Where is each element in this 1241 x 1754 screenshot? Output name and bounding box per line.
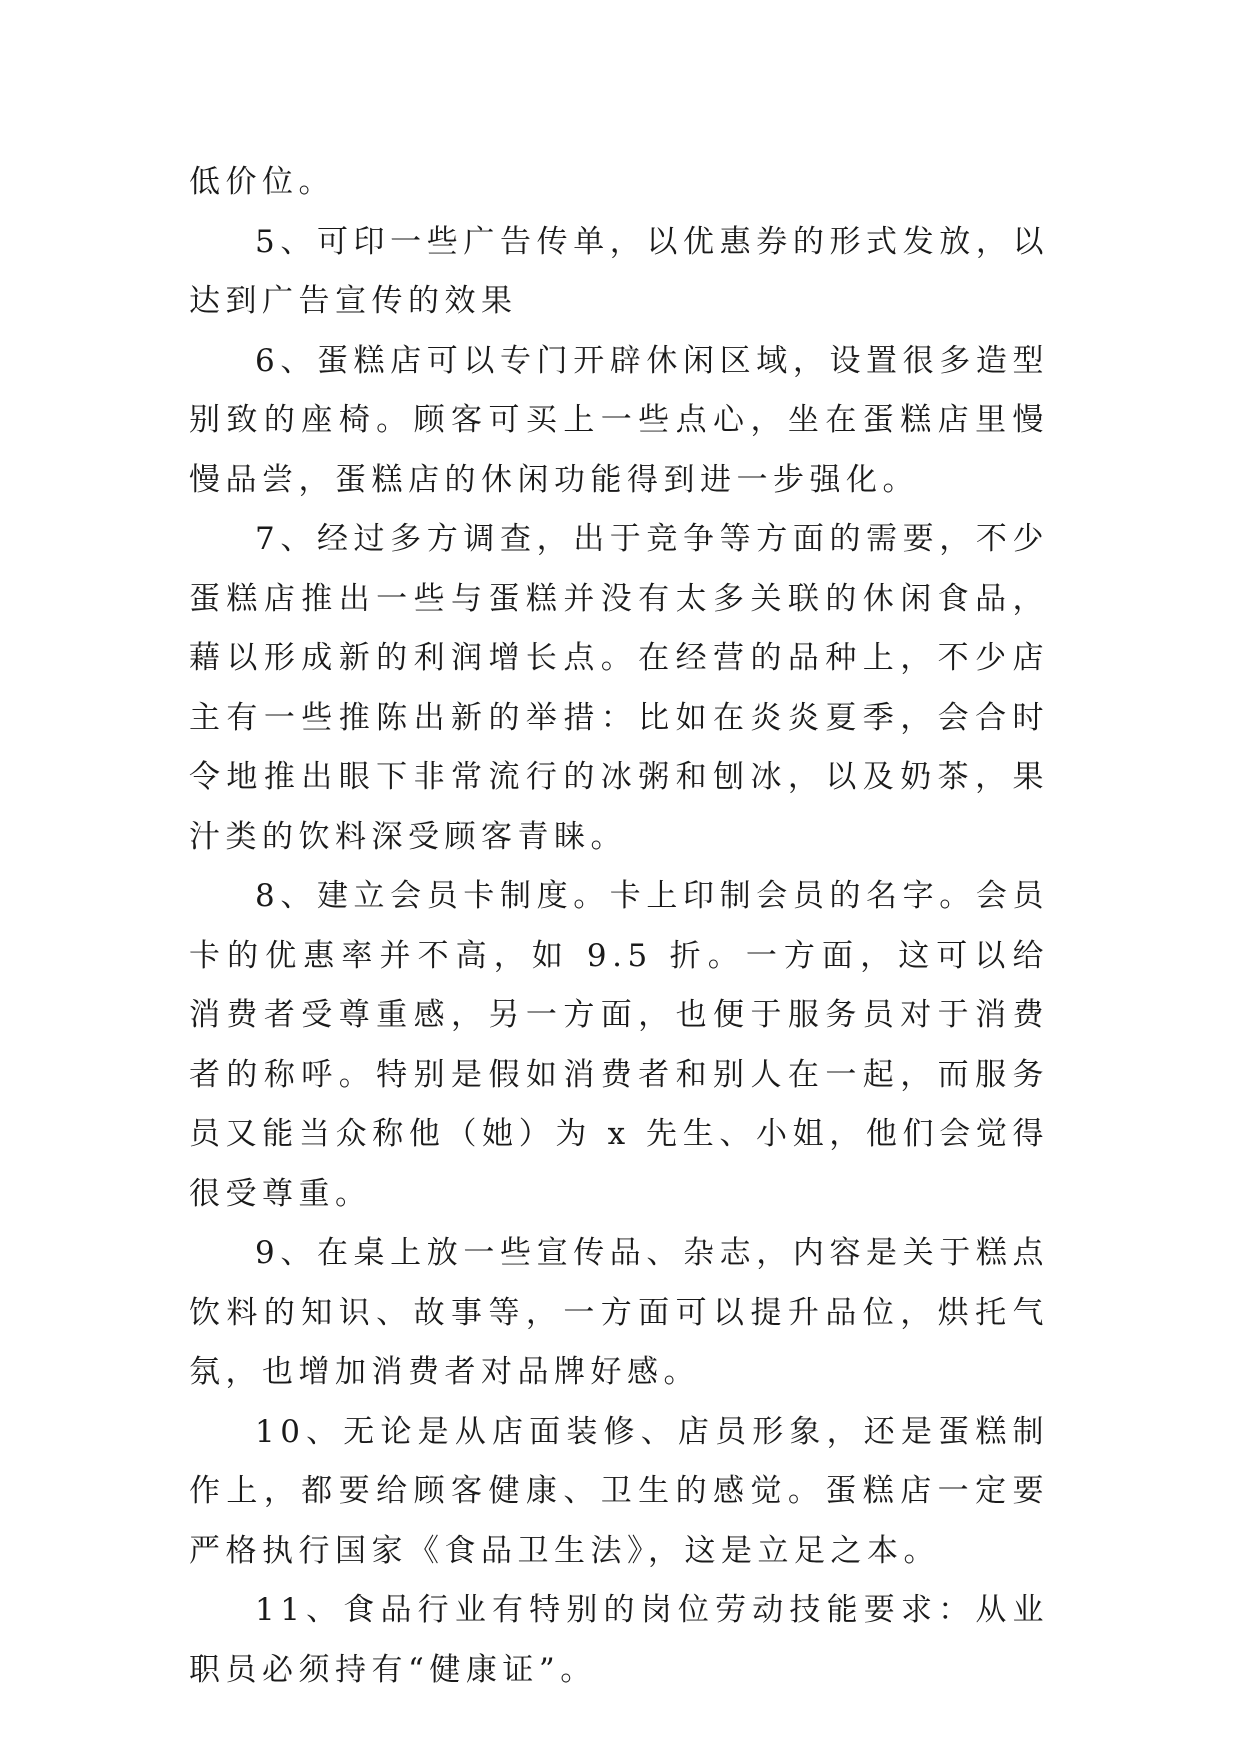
paragraph-item-5: 5、可印一些广告传单，以优惠券的形式发放，以达到广告宣传的效果	[189, 223, 1049, 319]
paragraph-item-6: 6、蛋糕店可以专门开辟休闲区域，设置很多造型别致的座椅。顾客可买上一些点心，坐在蛋糕店里慢慢品尝，蛋糕店的休闲功能得到进一步强化。	[189, 342, 1049, 498]
paragraph-item-8: 8、建立会员卡制度。卡上印制会员的名字。会员卡的优惠率并不高，如 9.5 折。一方面，这可以给消费者受尊重感，另一方面，也便于服务员对于消费者的称呼。特别是假如消费者和别人在一起，而服务员又能当众称他（她）为 x 先生、小姐，他们会觉得很受尊重。	[189, 878, 1049, 1212]
paragraph-item-9: 9、在桌上放一些宣传品、杂志，内容是关于糕点饮料的知识、故事等，一方面可以提升品位，烘托气氛，也增加消费者对品牌好感。	[189, 1235, 1049, 1390]
paragraph-item-10: 10、无论是从店面装修、店员形象，还是蛋糕制作上，都要给顾客健康、卫生的感觉。蛋糕店一定要严格执行国家《食品卫生法》，这是立足之本。	[189, 1413, 1049, 1569]
paragraph-item-11: 11、食品行业有特别的岗位劳动技能要求：从业职员必须持有“健康证”。	[189, 1592, 1049, 1688]
paragraph-item-7: 7、经过多方调查，出于竞争等方面的需要，不少蛋糕店推出一些与蛋糕并没有太多关联的休闲食品，藉以形成新的利润增长点。在经营的品种上，不少店主有一些推陈出新的举措：比如在炎炎夏季，会合时令地推出眼下非常流行的冰粥和刨冰，以及奶茶，果汁类的饮料深受顾客青睐。	[189, 521, 1049, 855]
document-body	[189, 153, 1049, 1700]
paragraph-continuation: 低价位。	[189, 164, 335, 200]
